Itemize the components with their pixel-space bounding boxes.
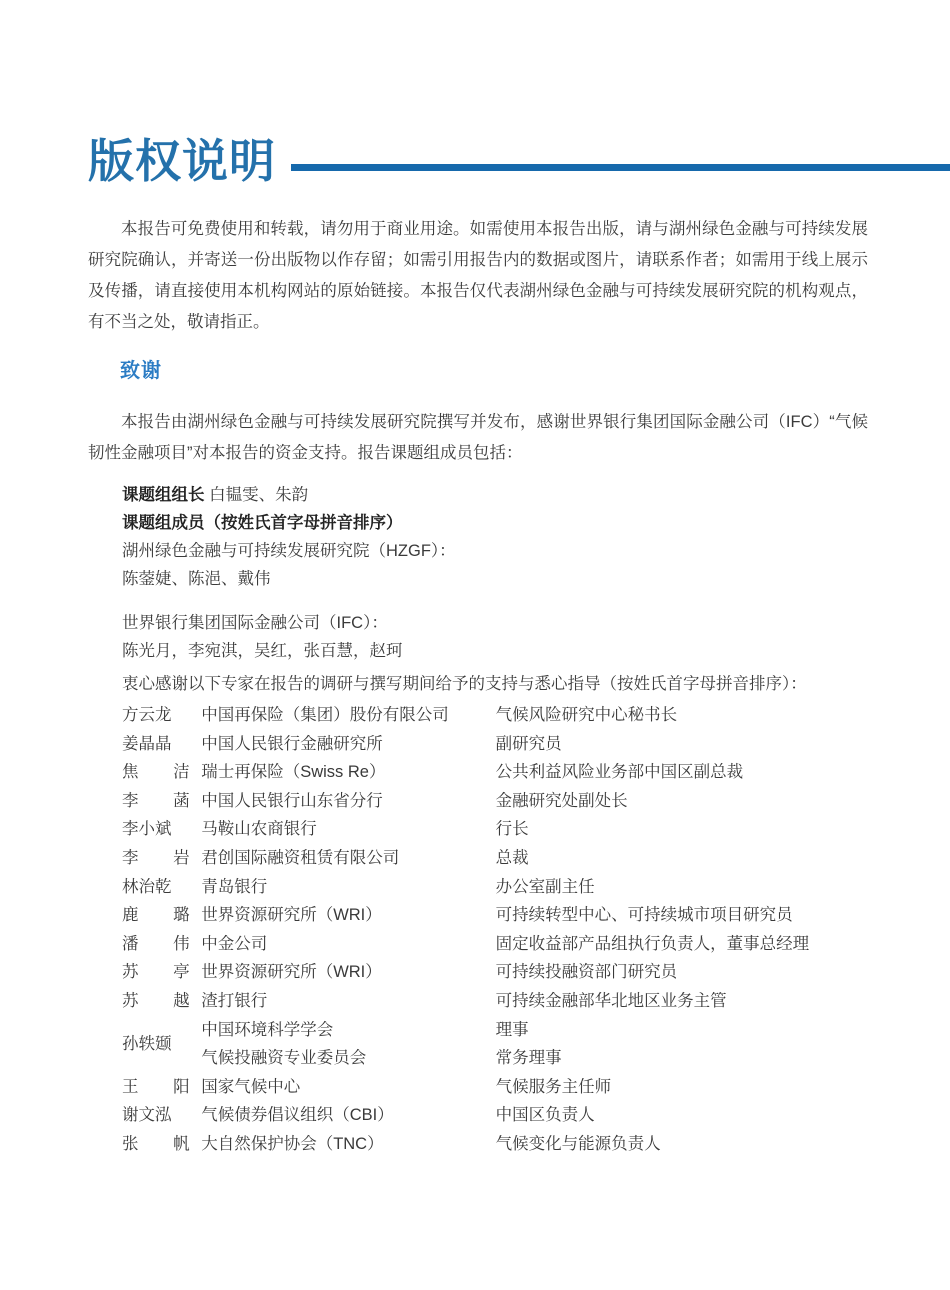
expert-name: 李小斌	[122, 820, 172, 839]
expert-role: 办公室副主任	[495, 877, 595, 896]
table-row	[122, 701, 922, 730]
table-row	[122, 901, 922, 930]
team-group-names-hzgf: 陈蓥婕、陈浥、戴伟	[122, 570, 271, 588]
expert-name: 苏越	[122, 991, 190, 1010]
expert-organization: 马鞍山农商银行	[201, 820, 317, 839]
table-row	[122, 1044, 922, 1073]
team-group-org-ifc: 世界银行集团国际金融公司（IFC）：	[122, 614, 388, 632]
table-row	[122, 1101, 922, 1130]
table-row	[122, 987, 922, 1016]
team-members-label: 课题组成员（按姓氏首字母拼音排序）	[122, 514, 403, 532]
expert-organization: 中国人民银行金融研究所	[201, 734, 383, 753]
expert-role: 可持续金融部华北地区业务主管	[495, 991, 727, 1010]
expert-role: 金融研究处副处长	[495, 791, 628, 810]
expert-name: 方云龙	[122, 706, 172, 724]
expert-name: 林治乾	[122, 877, 172, 896]
team-group-org-hzgf: 湖州绿色金融与可持续发展研究院（HZGF）：	[122, 542, 456, 560]
title-rule	[291, 164, 950, 171]
expert-organization: 国家气候中心	[201, 1077, 301, 1096]
expert-organization: 中国环境科学学会	[201, 1020, 334, 1039]
table-row	[122, 1073, 922, 1102]
experts-intro: 衷心感谢以下专家在报告的调研与撰写期间给予的支持与悉心指导（按姓氏首字母拼音排序）：	[122, 675, 807, 693]
expert-role: 固定收益部产品组执行负责人，董事总经理	[495, 934, 810, 953]
table-row	[122, 1130, 922, 1159]
expert-organization: 中国人民银行山东省分行	[201, 791, 383, 810]
acknowledgment-paragraph: 本报告由湖州绿色金融与可持续发展研究院撰写并发布，感谢世界银行集团国际金融公司（IFC）“气候韧性金融项目”对本报告的资金支持。报告课题组成员包括：	[88, 413, 868, 462]
team-leader-names: 白韫雯、朱韵	[209, 486, 309, 504]
table-row	[122, 844, 922, 873]
expert-name: 孙轶颋	[122, 1034, 172, 1053]
expert-organization: 青岛银行	[201, 877, 268, 896]
expert-name: 苏亭	[122, 963, 190, 982]
team-leader-line	[122, 481, 822, 509]
table-row	[122, 815, 922, 844]
expert-organization: 中金公司	[201, 934, 268, 953]
expert-organization: 中国再保险（集团）股份有限公司	[201, 706, 449, 724]
expert-role: 总裁	[495, 848, 529, 867]
expert-name: 鹿璐	[122, 906, 190, 925]
expert-name: 姜晶晶	[122, 734, 172, 753]
table-row	[122, 958, 922, 987]
expert-role: 可持续投融资部门研究员	[495, 963, 678, 982]
expert-organization: 世界资源研究所（WRI）	[201, 906, 382, 925]
table-row	[122, 758, 922, 787]
expert-name: 李菡	[122, 791, 190, 810]
acknowledgment-heading: 致谢	[120, 360, 162, 382]
expert-organization: 世界资源研究所（WRI）	[201, 963, 382, 982]
expert-organization: 大自然保护协会（TNC）	[201, 1134, 384, 1153]
expert-name: 李岩	[122, 848, 190, 867]
team-group-names-ifc: 陈光月，李宛淇，吴红，张百慧，赵珂	[122, 642, 403, 660]
expert-role: 副研究员	[495, 734, 562, 753]
expert-organization: 渣打银行	[201, 991, 268, 1010]
expert-role: 公共利益风险业务部中国区副总裁	[495, 763, 744, 782]
table-row	[122, 873, 922, 902]
table-row	[122, 930, 922, 959]
expert-role: 气候服务主任师	[495, 1077, 612, 1096]
team-leader-label: 课题组组长	[122, 486, 205, 504]
copyright-paragraph: 本报告可免费使用和转载，请勿用于商业用途。如需使用本报告出版，请与湖州绿色金融与可持续发展研究院确认，并寄送一份出版物以作存留；如需引用报告内的数据或图片，请联系作者；如需用于线上展示及传播，请直接使用本机构网站的原始链接。本报告仅代表湖州绿色金融与可持续发展研究院的机构观点，有不当之处，敬请指正。	[88, 220, 868, 331]
expert-organization: 瑞士再保险（Swiss Re）	[201, 763, 386, 782]
page-title-block	[0, 133, 950, 195]
expert-role: 理事	[495, 1020, 529, 1039]
expert-organization: 气候投融资专业委员会	[201, 1049, 367, 1068]
expert-role: 气候变化与能源负责人	[495, 1134, 661, 1153]
team-block	[122, 481, 822, 665]
expert-role: 气候风险研究中心秘书长	[495, 706, 678, 724]
team-members-line	[122, 509, 822, 537]
page-title: 版权说明	[88, 135, 276, 187]
expert-role: 常务理事	[495, 1049, 562, 1068]
table-row	[122, 787, 922, 816]
expert-name: 潘伟	[122, 934, 190, 953]
expert-role: 行长	[495, 820, 529, 839]
expert-name: 焦洁	[122, 763, 190, 782]
table-row	[122, 1016, 922, 1045]
expert-organization: 气候债券倡议组织（CBI）	[201, 1106, 394, 1125]
table-row	[122, 730, 922, 759]
expert-name: 王阳	[122, 1077, 190, 1096]
expert-role: 可持续转型中心、可持续城市项目研究员	[495, 906, 793, 925]
expert-name: 谢文泓	[122, 1106, 172, 1125]
expert-role: 中国区负责人	[495, 1106, 595, 1125]
expert-organization: 君创国际融资租赁有限公司	[201, 848, 400, 867]
experts-table	[122, 701, 922, 1159]
expert-name: 张帆	[122, 1134, 190, 1153]
